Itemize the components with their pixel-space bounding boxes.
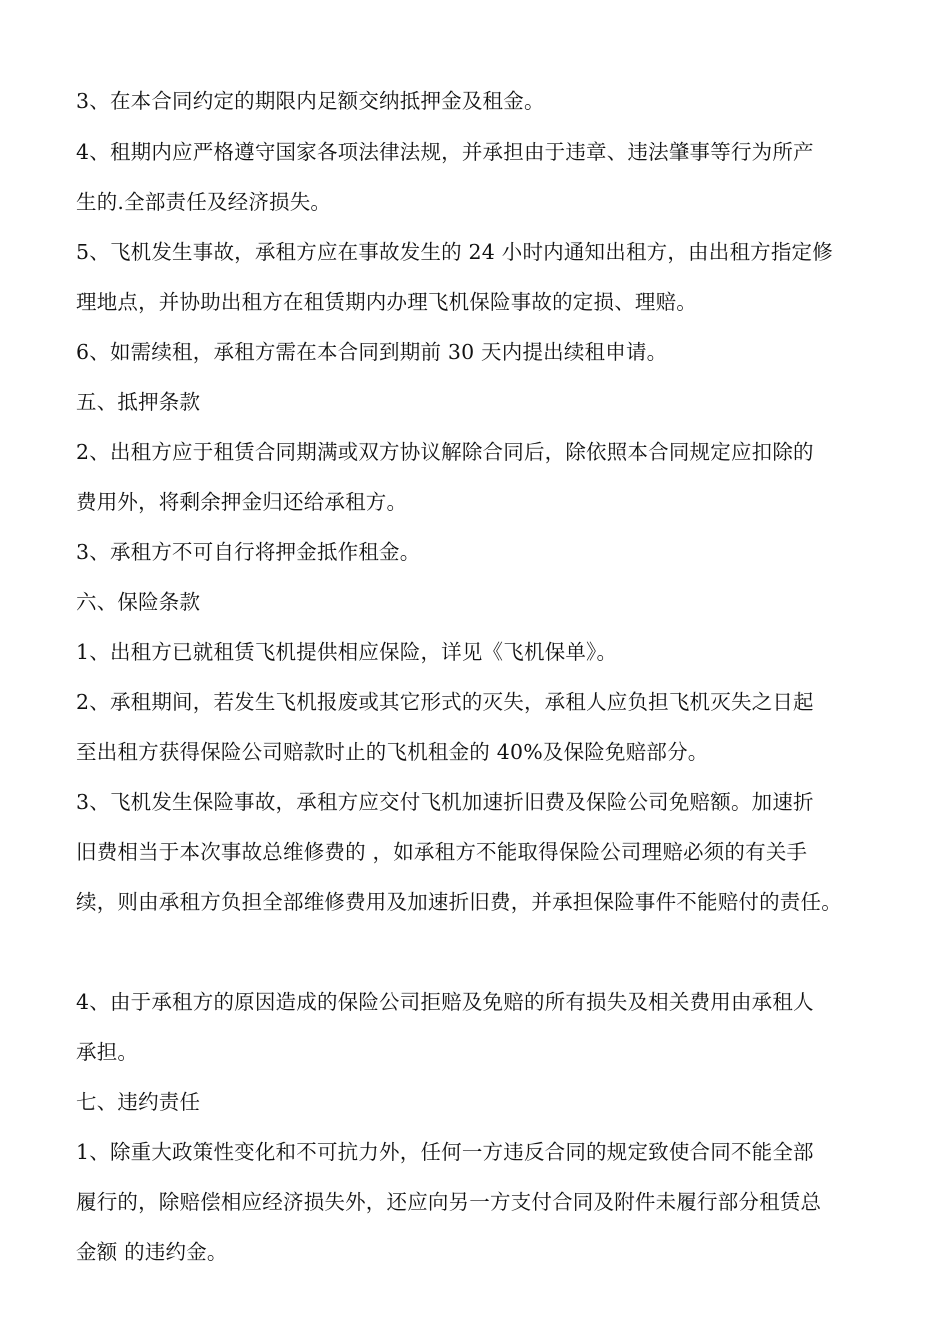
text-line: 1、除重大政策性变化和不可抗力外，任何一方违反合同的规定致使合同不能全部 xyxy=(76,1140,814,1164)
text-line: 至出租方获得保险公司赔款时止的飞机租金的 40%及保险免赔部分。 xyxy=(76,740,709,764)
text-line: 5、飞机发生事故，承租方应在事故发生的 24 小时内通知出租方，由出租方指定修 xyxy=(76,240,833,264)
text-line: 4、由于承租方的原因造成的保险公司拒赔及免赔的所有损失及相关费用由承租人 xyxy=(76,990,814,1014)
text-line: 3、飞机发生保险事故，承租方应交付飞机加速折旧费及保险公司免赔额。加速折 xyxy=(76,790,814,814)
section-heading: 五、抵押条款 xyxy=(76,390,201,414)
text-line: 生的.全部责任及经济损失。 xyxy=(76,190,332,214)
section-heading: 六、保险条款 xyxy=(76,590,201,614)
text-line: 3、在本合同约定的期限内足额交纳抵押金及租金。 xyxy=(76,89,545,113)
section-heading: 七、违约责任 xyxy=(76,1090,201,1114)
text-line: 理地点，并协助出租方在租赁期内办理飞机保险事故的定损、理赔。 xyxy=(76,290,697,314)
text-line: 1、出租方已就租赁飞机提供相应保险，详见《飞机保单》。 xyxy=(76,640,618,664)
text-line: 2、出租方应于租赁合同期满或双方协议解除合同后，除依照本合同规定应扣除的 xyxy=(76,440,814,464)
text-line: 承担。 xyxy=(76,1040,139,1064)
text-line: 3、承租方不可自行将押金抵作租金。 xyxy=(76,540,421,564)
text-line: 旧费相当于本次事故总维修费的 ，如承租方不能取得保险公司理赔必须的有关手 xyxy=(76,840,808,864)
text-line: 4、租期内应严格遵守国家各项法律法规，并承担由于违章、违法肇事等行为所产 xyxy=(76,140,814,164)
text-line: 续，则由承租方负担全部维修费用及加速折旧费，并承担保险事件不能赔付的责任。 xyxy=(76,890,842,914)
text-line: 金额 的违约金。 xyxy=(76,1240,228,1264)
text-line: 6、如需续租，承租方需在本合同到期前 30 天内提出续租申请。 xyxy=(76,340,668,364)
text-line: 2、承租期间，若发生飞机报废或其它形式的灭失，承租人应负担飞机灭失之日起 xyxy=(76,690,814,714)
text-line: 费用外，将剩余押金归还给承租方。 xyxy=(76,490,408,514)
text-line: 履行的，除赔偿相应经济损失外，还应向另一方支付合同及附件未履行部分租赁总 xyxy=(76,1190,822,1214)
